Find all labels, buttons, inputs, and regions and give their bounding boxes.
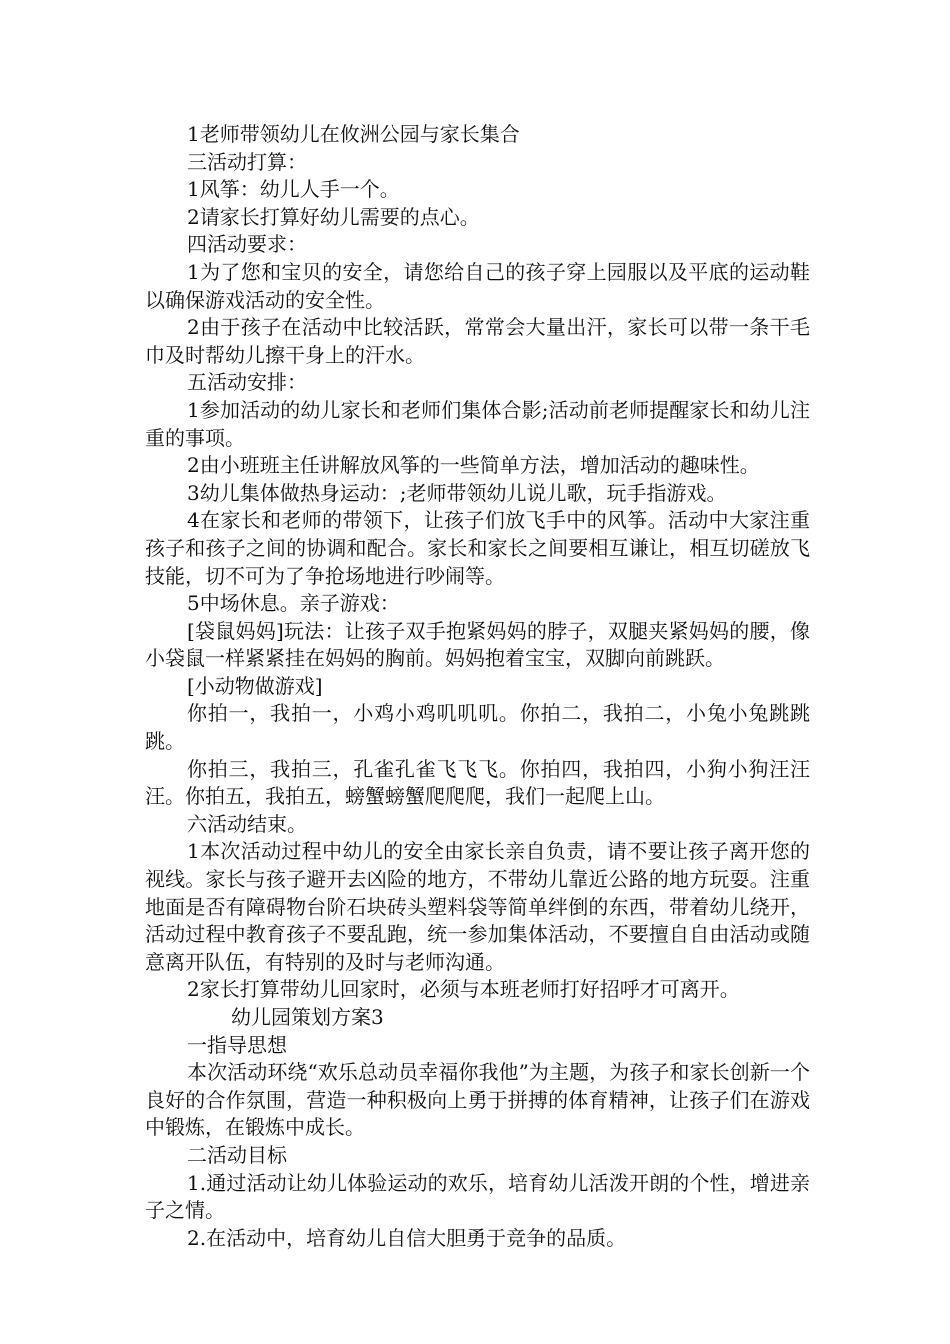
paragraph: 2请家长打算好幼儿需要的点心。	[187, 204, 480, 229]
paragraph: 1本次活动过程中幼儿的安全由家长亲自负责，请不要让孩子离开您的视线。家长与孩子避开去凶险的地方，不带幼儿靠近公路的地方玩耍。注重地面是否有障碍物台阶石块砖头塑料袋等简单绊倒的东西，带着幼儿绕开，活动过程中教育孩子不要乱跑，统一参加集体活动，不要擅自自由活动或随意离开队伍，有特别的及时与老师沟通。	[145, 839, 810, 974]
paragraph: 1为了您和宝贝的安全，请您给自己的孩子穿上园服以及平底的运动鞋以确保游戏活动的安全性。	[145, 259, 810, 312]
paragraph: 1参加活动的幼儿家长和老师们集体合影;活动前老师提醒家长和幼儿注重的事项。	[145, 397, 810, 450]
section-heading: 三活动打算：	[187, 149, 307, 174]
paragraph: 你拍三，我拍三，孔雀孔雀飞飞飞。你拍四，我拍四，小狗小狗汪汪汪。你拍五，我拍五，螃蟹螃蟹爬爬爬，我们一起爬上山。	[145, 756, 810, 809]
paragraph: 2由小班班主任讲解放风筝的一些简单方法，增加活动的趣味性。	[187, 453, 760, 478]
section-heading: 一指导思想	[187, 1032, 287, 1057]
paragraph: 1.通过活动让幼儿体验运动的欢乐，培育幼儿活泼开朗的个性，增进亲子之情。	[145, 1170, 810, 1223]
paragraph: 你拍一，我拍一，小鸡小鸡叽叽叽。你拍二，我拍二，小兔小兔跳跳跳。	[145, 701, 810, 754]
paragraph: 3幼儿集体做热身运动：;老师带领幼儿说儿歌，玩手指游戏。	[187, 480, 727, 505]
paragraph: [小动物做游戏]	[187, 673, 323, 698]
paragraph: 2.在活动中，培育幼儿自信大胆勇于竞争的品质。	[187, 1225, 627, 1250]
section-heading: 六活动结束。	[187, 811, 307, 836]
paragraph: 本次活动环绕“欢乐总动员幸福你我他”为主题，为孩子和家长创新一个良好的合作氛围，营造一种积极向上勇于拼搏的体育精神，让孩子们在游戏中锻炼，在锻炼中成长。	[145, 1060, 810, 1140]
paragraph: 2由于孩子在活动中比较活跃，常常会大量出汗，家长可以带一条干毛巾及时帮幼儿擦干身上的汗水。	[145, 315, 810, 367]
section-heading: 五活动安排：	[187, 370, 307, 395]
paragraph: [袋鼠妈妈]玩法：让孩子双手抱紧妈妈的脖子，双腿夹紧妈妈的腰，像小袋鼠一样紧紧挂在妈妈的胸前。妈妈抱着宝宝，双脚向前跳跃。	[145, 618, 810, 671]
document-body	[145, 121, 810, 1252]
section-heading: 四活动要求：	[187, 232, 307, 257]
paragraph: 1老师带领幼儿在攸洲公园与家长集合	[187, 122, 520, 146]
paragraph: 4在家长和老师的带领下，让孩子们放飞手中的风筝。活动中大家注重孩子和孩子之间的协调和配合。家长和家长之间要相互谦让，相互切磋放飞技能，切不可为了争抢场地进行吵闹等。	[145, 508, 810, 588]
paragraph: 2家长打算带幼儿回家时，必须与本班老师打好招呼才可离开。	[187, 977, 740, 1002]
document-title: 幼儿园策划方案3	[231, 1005, 384, 1029]
paragraph: 5中场休息。亲子游戏：	[187, 591, 400, 616]
section-heading: 二活动目标	[187, 1142, 287, 1167]
paragraph: 1风筝：幼儿人手一个。	[187, 177, 400, 202]
